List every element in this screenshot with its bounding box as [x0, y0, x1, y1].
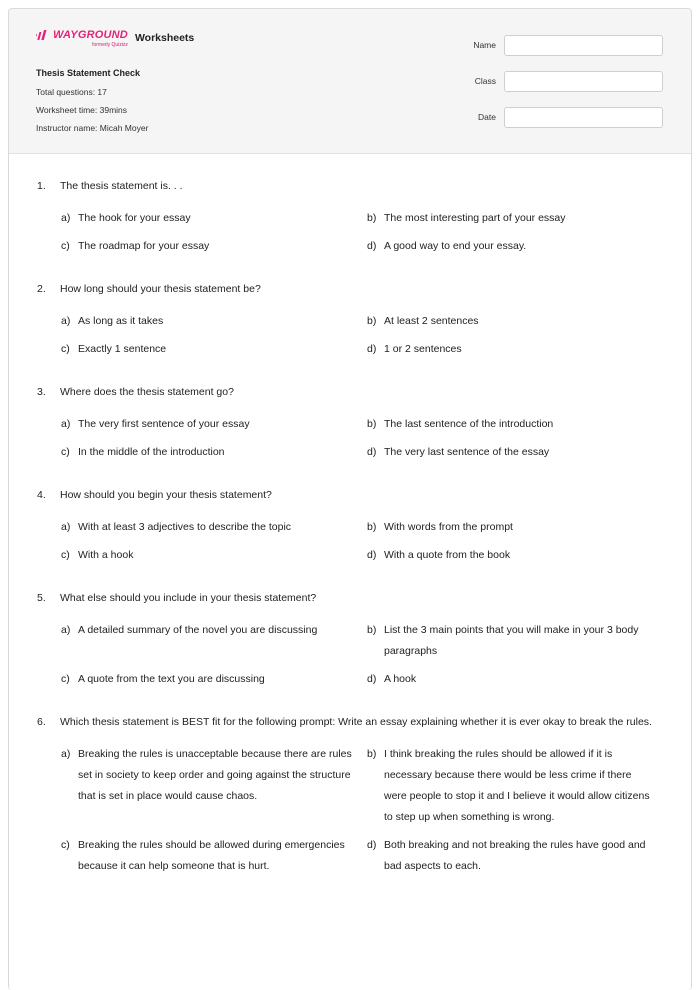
- option-text: A detailed summary of the novel you are discussing: [78, 624, 318, 636]
- option-letter: b): [367, 315, 377, 327]
- answer-options: [61, 744, 665, 877]
- option-letter: b): [367, 624, 377, 636]
- option-letter: d): [367, 839, 377, 851]
- answer-options: [61, 517, 665, 566]
- option-text: The hook for your essay: [78, 212, 191, 224]
- answer-option[interactable]: [367, 339, 665, 360]
- option-text: A hook: [384, 673, 417, 685]
- question-number: 2.: [37, 283, 46, 295]
- option-text: At least 2 sentences: [384, 315, 479, 327]
- option-text: With a hook: [78, 549, 134, 561]
- option-letter: c): [61, 446, 70, 458]
- option-text: The very first sentence of your essay: [78, 418, 250, 430]
- answer-option[interactable]: [61, 744, 367, 828]
- question-text: How long should your thesis statement be?: [60, 283, 261, 295]
- answer-option[interactable]: [61, 311, 367, 332]
- name-label: Name: [473, 40, 496, 50]
- answer-option[interactable]: [61, 442, 367, 463]
- option-letter: a): [61, 521, 71, 533]
- option-letter: a): [61, 212, 71, 224]
- answer-option[interactable]: [367, 442, 665, 463]
- wayground-logo: [36, 29, 128, 48]
- question-header: [35, 485, 665, 506]
- answer-option[interactable]: [367, 835, 665, 877]
- option-text: As long as it takes: [78, 315, 164, 327]
- answer-options: [61, 414, 665, 463]
- class-field-row: [473, 70, 663, 92]
- option-letter: c): [61, 673, 70, 685]
- answer-option[interactable]: [367, 208, 665, 229]
- answer-option[interactable]: [367, 545, 665, 566]
- question-1: [35, 176, 665, 257]
- option-text: List the 3 main points that you will make in your 3 body paragraphs: [384, 624, 639, 657]
- question-5: [35, 588, 665, 690]
- answer-option[interactable]: [61, 620, 367, 662]
- option-letter: d): [367, 673, 377, 685]
- option-text: 1 or 2 sentences: [384, 343, 462, 355]
- option-text: The roadmap for your essay: [78, 240, 210, 252]
- name-field-row: [473, 34, 663, 56]
- option-text: I think breaking the rules should be allowed if it is necessary because there would be less crime if there were people to stop it and I believe it would allow citizens to step up when something is wrong.: [384, 748, 650, 823]
- worksheet-title: Thesis Statement Check: [36, 68, 141, 78]
- option-text: A good way to end your essay.: [384, 240, 527, 252]
- option-letter: b): [367, 748, 377, 760]
- question-header: [35, 588, 665, 609]
- instructor-name: Instructor name: Micah Moyer: [36, 123, 149, 133]
- answer-option[interactable]: [367, 744, 665, 828]
- option-letter: a): [61, 315, 71, 327]
- answer-options: [61, 620, 665, 690]
- class-field[interactable]: [504, 71, 663, 92]
- question-number: 3.: [37, 386, 46, 398]
- option-letter: c): [61, 240, 70, 252]
- answer-option[interactable]: [61, 669, 367, 690]
- option-text: With a quote from the book: [384, 549, 511, 561]
- option-letter: a): [61, 624, 71, 636]
- option-text: With at least 3 adjectives to describe the topic: [78, 521, 292, 533]
- worksheet-meta: [36, 67, 148, 134]
- question-header: [35, 712, 665, 733]
- option-text: The very last sentence of the essay: [384, 446, 550, 458]
- option-letter: c): [61, 549, 70, 561]
- answer-option[interactable]: [61, 414, 367, 435]
- question-text: How should you begin your thesis statement?: [60, 489, 272, 501]
- question-number: 1.: [37, 180, 46, 192]
- question-number: 5.: [37, 592, 46, 604]
- worksheet-header: [9, 9, 691, 154]
- answer-options: [61, 311, 665, 360]
- brand: [36, 29, 194, 48]
- student-fields: [473, 34, 663, 142]
- class-label: Class: [474, 76, 496, 86]
- answer-option[interactable]: [61, 545, 367, 566]
- question-text: What else should you include in your thesis statement?: [60, 592, 317, 604]
- total-questions: Total questions: 17: [36, 87, 107, 97]
- option-text: Exactly 1 sentence: [78, 343, 167, 355]
- option-letter: d): [367, 240, 377, 252]
- question-4: [35, 485, 665, 566]
- date-field[interactable]: [504, 107, 663, 128]
- question-2: [35, 279, 665, 360]
- question-list: [9, 154, 691, 899]
- option-text: Breaking the rules is unacceptable because there are rules set in society to keep order and going against the structure that is set in place would cause chaos.: [78, 748, 352, 802]
- question-header: [35, 176, 665, 197]
- logo-subtitle: formerly Quizizz: [92, 42, 128, 48]
- option-text: A quote from the text you are discussing: [78, 673, 265, 685]
- answer-option[interactable]: [61, 236, 367, 257]
- option-text: With words from the prompt: [384, 521, 513, 533]
- date-label: Date: [478, 112, 496, 122]
- option-letter: a): [61, 748, 71, 760]
- option-letter: b): [367, 212, 377, 224]
- option-text: The most interesting part of your essay: [384, 212, 566, 224]
- question-text: The thesis statement is. . .: [60, 180, 183, 192]
- answer-option[interactable]: [61, 517, 367, 538]
- answer-option[interactable]: [61, 339, 367, 360]
- option-letter: d): [367, 343, 377, 355]
- question-header: [35, 382, 665, 403]
- question-text: Where does the thesis statement go?: [60, 386, 234, 398]
- option-letter: b): [367, 418, 377, 430]
- option-letter: d): [367, 446, 377, 458]
- answer-option[interactable]: [367, 620, 665, 662]
- logo-mark-icon: [36, 30, 51, 41]
- worksheet-time: Worksheet time: 39mins: [36, 105, 128, 115]
- option-text: Breaking the rules should be allowed during emergencies because it can help someone that is hurt.: [78, 839, 345, 872]
- option-letter: d): [367, 549, 377, 561]
- option-text: The last sentence of the introduction: [384, 418, 554, 430]
- question-3: [35, 382, 665, 463]
- name-field[interactable]: [504, 35, 663, 56]
- worksheet-page: [8, 8, 692, 990]
- option-text: In the middle of the introduction: [78, 446, 225, 458]
- worksheets-label: Worksheets: [134, 32, 195, 44]
- answer-option[interactable]: [367, 236, 665, 257]
- logo-text: WAYGROUND: [53, 29, 128, 41]
- option-text: Both breaking and not breaking the rules have good and bad aspects to each.: [384, 839, 646, 872]
- answer-option[interactable]: [367, 311, 665, 332]
- question-text: Which thesis statement is BEST fit for the following prompt: Write an essay explaining whether it is ever okay to break the rules.: [60, 716, 652, 728]
- question-number: 6.: [37, 716, 46, 728]
- question-6: [35, 712, 665, 877]
- option-letter: b): [367, 521, 377, 533]
- answer-option[interactable]: [367, 517, 665, 538]
- option-letter: c): [61, 839, 70, 851]
- answer-option[interactable]: [367, 414, 665, 435]
- option-letter: a): [61, 418, 71, 430]
- date-field-row: [473, 106, 663, 128]
- answer-option[interactable]: [367, 669, 665, 690]
- question-header: [35, 279, 665, 300]
- answer-option[interactable]: [61, 208, 367, 229]
- option-letter: c): [61, 343, 70, 355]
- answer-options: [61, 208, 665, 257]
- question-number: 4.: [37, 489, 46, 501]
- answer-option[interactable]: [61, 835, 367, 877]
